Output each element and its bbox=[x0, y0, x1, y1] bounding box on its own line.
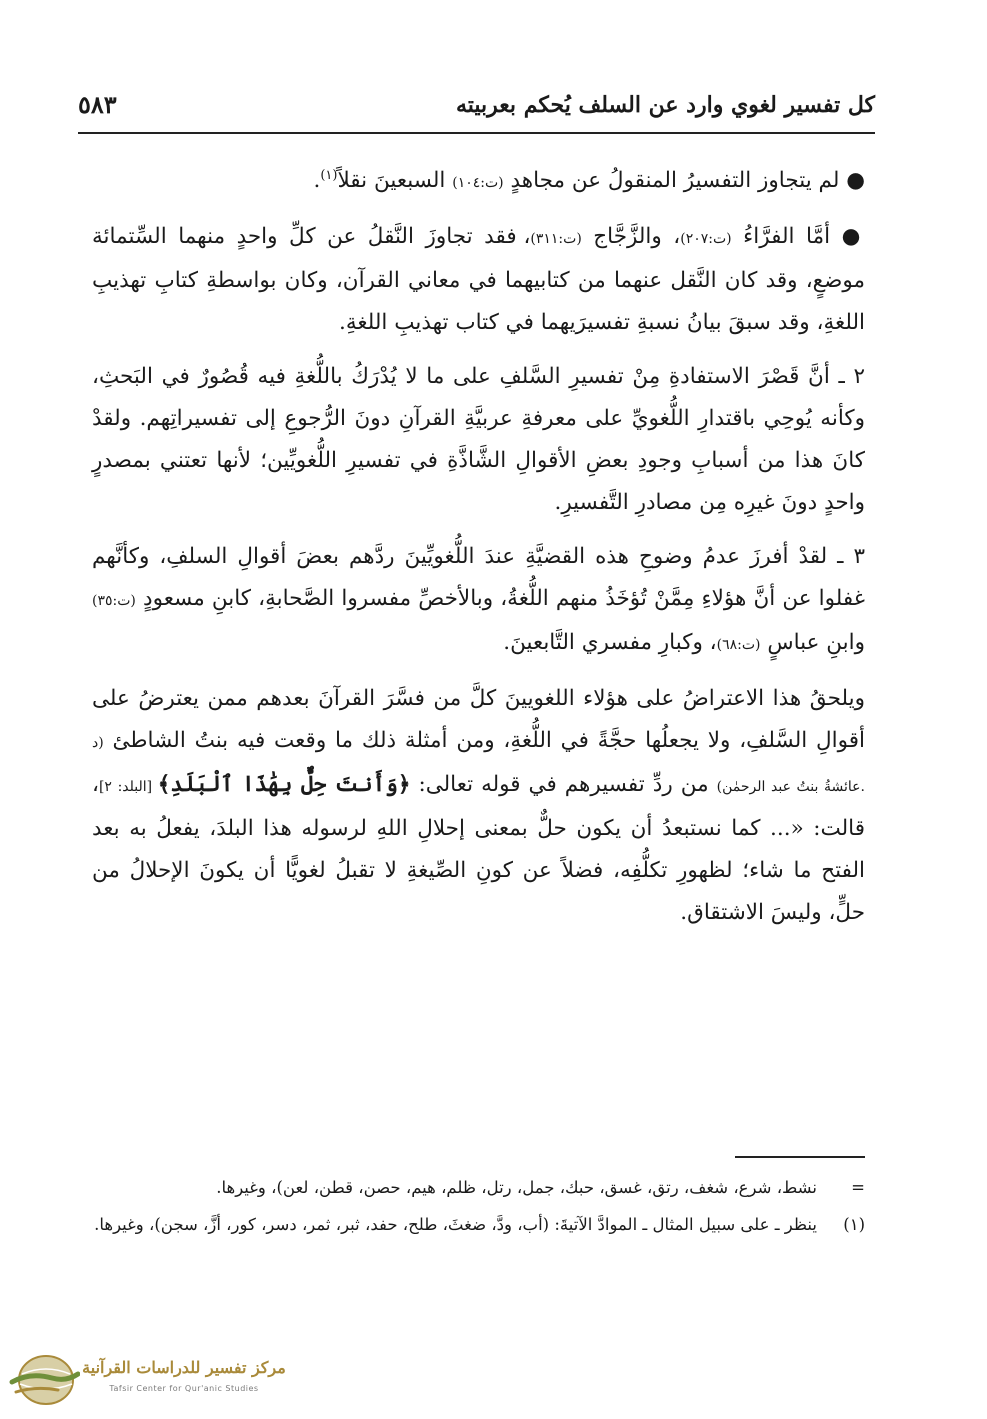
paragraph-bint-shati: ويلحقُ هذا الاعتراضُ على هؤلاء اللغويينَ كلَّ من فسَّرَ القرآنَ بعدهم ممن يعترضُ على أقوالِ السَّلفِ، ولا يجعلُها حجَّةً في اللُّغةِ، ومن أمثلة ذلك ما وقعت فيه بنتُ الشاطئ (د .عائشةُ بنتُ عبد الرحمٰن) من ردِّ تفسيرهم في قوله تعالى: ﴿وَأَنتَ حِلٌّ بِهَٰذَا ٱلْبَلَدِ﴾ [البلد: ٢]، قالت: «... كما نستبعدُ أن يكون حلٌّ بمعنى إحلالِ اللهِ لرسوله هذا البلدَ، يفعلُ به بعد الفتح ما شاء؛ لظهورِ تكلُّفِه، فضلاً عن كونِ الصِّيغةِ لا تقبلُ لغويًّا أن يكونَ الإحلالُ من حلٍّ، وليسَ الاشتقاق. bbox=[92, 686, 865, 925]
footnote-continued bbox=[92, 1172, 865, 1203]
paragraph-point-2: ٢ ـ أنَّ قَصْرَ الاستفادةِ مِنْ تفسيرِ السَّلفِ على ما لا يُدْرَكُ باللُّغةِ فيه قُصُورٌ في البَحثِ، وكأنه يُوحِي باقتدارِ اللُّغويِّ على معرفةِ عربيَّةِ القرآنِ دونَ الرُّجوعِ إلى تفسيراتِهم. ولقدْ كانَ هذا من أسبابِ وجودِ بعضِ الأقوالِ الشَّاذَّةِ في تفسيرِ اللُّغويِّين؛ لأنها تعتني بمصدرٍ واحدٍ دونَ غيرِه مِن مصادرِ التَّفسيرِ. bbox=[92, 364, 865, 515]
body-text bbox=[92, 160, 865, 946]
running-title: كل تفسير لغوي وارد عن السلف يُحكم بعربيته bbox=[455, 92, 875, 118]
footnote-text: ينظر ـ على سبيل المثال ـ الموادَّ الآتيةَ: (أب، ودَّ، ضغثَ، طلح، حفد، ثبر، ثمر، دسر، كور، أزَّ، سجن)، وغيرها. bbox=[94, 1215, 817, 1234]
paragraph-point-3: ٣ ـ لقدْ أفرزَ عدمُ وضوحِ هذه القضيَّةِ عندَ اللُّغويِّينَ ردَّهم بعضَ أقوالِ السلفِ، وكأنَّهم غفلوا عن أنَّ هؤلاءِ مِمَّنْ تُؤخَذُ منهم اللُّغةُ، وبالأخصِّ مفسروا الصَّحابةِ، كابنِ مسعودٍ (ت:٣٥) وابنِ عباسٍ (ت:٦٨)، وكبارِ مفسري التَّابعينَ. bbox=[92, 544, 865, 655]
quran-verse: ﴿وَأَنتَ حِلٌّ بِهَٰذَا ٱلْبَلَدِ﴾ bbox=[157, 772, 411, 797]
verse-reference: [البلد: ٢] bbox=[98, 779, 158, 795]
globe-logo-icon bbox=[6, 1352, 80, 1408]
page-number: ٥٨٣ bbox=[78, 90, 117, 119]
page-header bbox=[78, 86, 875, 134]
footnote-marker: (١) bbox=[843, 1215, 865, 1234]
paragraph-mujahid: ● لم يتجاوز التفسيرُ المنقولُ عن مجاهدٍ (ت:١٠٤) السبعينَ نقلاً$^{(١)}$. bbox=[313, 167, 865, 193]
footnote-ref-1[interactable]: (١) bbox=[320, 167, 338, 183]
footnote-marker: = bbox=[851, 1178, 865, 1197]
footnote-divider bbox=[735, 1156, 865, 1158]
paragraph-farra-zajjaj: ● أمَّا الفرَّاءُ (ت:٢٠٧)، والزَّجَّاج (ت:٣١١)، فقد تجاوزَ النَّقلُ عن كلِّ واحدٍ منهما السِّتمائة موضعٍ، وقد كان النَّقل عنهما من كتابيهما في معاني القرآن، وكان بواسطةِ كتابِ تهذيبِ اللغةِ، وقد سبقَ بيانُ نسبةِ تفسيرَيهما في كتاب تهذيبِ اللغةِ. bbox=[92, 224, 866, 335]
logo-title: مركز تفسير للدراسات القرآنية bbox=[82, 1358, 286, 1377]
tafsir-center-logo bbox=[4, 1352, 294, 1408]
footnote-text: نشط، شرع، شغف، رتق، غسق، حبك، جمل، رتل، ظلم، هيم، حصن، قطن، لعن)، وغيرها. bbox=[216, 1178, 817, 1197]
footnotes bbox=[92, 1172, 865, 1246]
footnote-1 bbox=[92, 1209, 865, 1240]
logo-subtitle: Tafsir Center for Qur'anic Studies bbox=[109, 1384, 259, 1393]
